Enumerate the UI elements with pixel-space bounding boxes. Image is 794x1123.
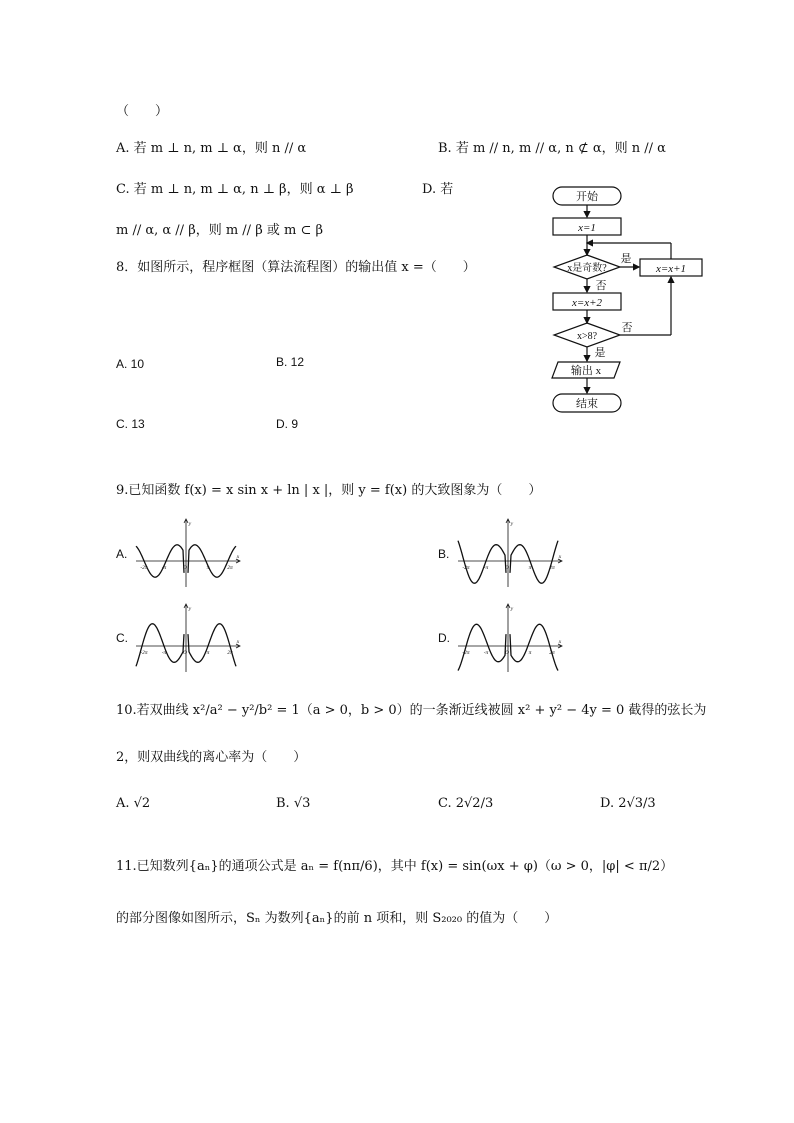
q9-option-d: D.: [438, 631, 450, 645]
flow-yes2-text: 是: [594, 347, 606, 359]
flow-output-box: [552, 362, 620, 378]
curve-left: [458, 624, 506, 670]
flow-yes1-text: 是: [620, 253, 632, 265]
flow-end-text: 结束: [576, 398, 598, 410]
flow-cond2-diamond: [554, 323, 620, 347]
flow-output-text: 输出 x: [570, 365, 602, 377]
q7-option-c: C. 若 m ⊥ n, m ⊥ α, n ⊥ β，则 α ⊥ β: [116, 182, 354, 197]
flow-inc1-text: x=x+1: [655, 263, 687, 275]
flow-cond1-diamond: [554, 255, 620, 279]
y-label: y: [510, 521, 514, 527]
q9-option-c: C.: [116, 631, 128, 645]
tick-negpi: -π: [483, 565, 489, 571]
flow-init-text: x=1: [578, 222, 596, 234]
q9-graph-d: [456, 602, 566, 674]
tick-pi: π: [206, 565, 210, 571]
q10-option-b: B. √3: [276, 796, 311, 811]
q9-option-a: A.: [116, 547, 128, 561]
x-label: x: [236, 554, 240, 560]
tick-pi: π: [528, 650, 532, 656]
tick-neg2pi: -2π: [140, 650, 148, 656]
q8-option-c: C. 13: [116, 417, 145, 431]
q11-stem-line2: 的部分图像如图所示，Sₙ 为数列{aₙ}的前 n 项和，则 S₂₀₂₀ 的值为（ ）: [116, 911, 558, 926]
q9-graph-c: [134, 602, 244, 674]
q9-option-b: B.: [438, 547, 450, 561]
q9-stem: 9.已知函数 f(x) = x sin x + ln | x |，则 y = f(x) 的大致图象为（ ）: [116, 483, 542, 498]
tick-negpi: -π: [161, 565, 167, 571]
flow-no2-text: 否: [621, 322, 633, 334]
x-label: x: [236, 639, 240, 645]
q8-option-a: A. 10: [116, 357, 145, 371]
y-label: y: [188, 606, 192, 612]
x-label: x: [558, 554, 562, 560]
tick-neg2pi: -2π: [462, 565, 470, 571]
flow-init-box: [553, 218, 621, 235]
q10-option-d: D. 2√3/3: [600, 796, 656, 811]
curve-right: [188, 624, 236, 667]
flow-inc1-box: [640, 259, 702, 276]
q8-option-b: B. 12: [276, 355, 305, 369]
tick-negpi: -π: [483, 650, 489, 656]
tick-2pi: 2π: [227, 650, 233, 656]
q9-graph-a: [134, 517, 244, 589]
flow-no1-text: 否: [595, 280, 607, 292]
tick-neg2pi: -2π: [140, 565, 148, 571]
tick-2pi: 2π: [549, 650, 555, 656]
q7-option-a: A. 若 m ⊥ n, m ⊥ α，则 n // α: [116, 141, 307, 156]
tick-2pi: 2π: [549, 565, 555, 571]
q7-stem: （ ）: [116, 104, 169, 119]
curve-right: [510, 624, 558, 670]
flow-end-box: [553, 394, 621, 412]
q7-option-b: B. 若 m // n, m // α, n ⊄ α，则 n // α: [438, 141, 666, 156]
curve-left: [458, 541, 506, 584]
flow-cond2-text: x>8?: [576, 331, 598, 342]
q7-option-d-text: m // α, α // β，则 m // β 或 m ⊂ β: [116, 223, 323, 238]
flow-cond1-text: x是奇数?: [567, 263, 607, 274]
tick-neg2pi: -2π: [462, 650, 470, 656]
origin-label: O: [505, 565, 509, 571]
q10-option-c: C. 2√2/3: [438, 796, 494, 811]
y-label: y: [188, 521, 192, 527]
tick-negpi: -π: [161, 650, 167, 656]
origin-label: O: [183, 650, 187, 656]
q10-stem-line2: 2，则双曲线的离心率为（ ）: [116, 750, 307, 765]
q7-option-d-label: D. 若: [422, 182, 454, 197]
origin-label: O: [183, 565, 187, 571]
q10-option-a: A. √2: [116, 796, 151, 811]
tick-pi: π: [528, 565, 532, 571]
tick-2pi: 2π: [227, 565, 233, 571]
curve-left: [136, 624, 184, 667]
q9-graph-b: [456, 517, 566, 589]
x-label: x: [558, 639, 562, 645]
flow-start-text: 开始: [576, 191, 598, 203]
tick-pi: π: [206, 650, 210, 656]
y-label: y: [510, 606, 514, 612]
q10-stem-line1: 10.若双曲线 x²/a² − y²/b² = 1（a > 0，b > 0）的一条渐近线被圆 x² + y² − 4y = 0 截得的弦长为: [116, 703, 707, 718]
flow-inc2-box: [553, 293, 621, 310]
q8-option-d: D. 9: [276, 417, 299, 431]
flow-start-box: [553, 187, 621, 205]
q8-stem: 8．如图所示，程序框图（算法流程图）的输出值 x =（ ）: [116, 260, 476, 275]
flow-inc2-text: x=x+2: [571, 297, 603, 309]
q11-stem-line1: 11.已知数列{aₙ}的通项公式是 aₙ = f(nπ/6)，其中 f(x) = sin(ωx + φ)（ω > 0，|φ| < π/2）: [116, 859, 674, 874]
curve-right: [510, 541, 558, 584]
origin-label: O: [505, 650, 509, 656]
